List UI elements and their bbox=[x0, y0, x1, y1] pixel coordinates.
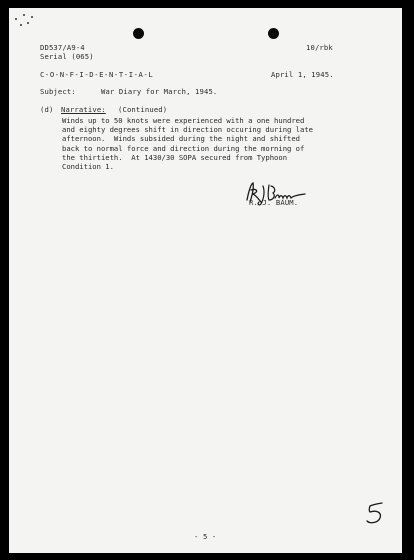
narrative-body bbox=[62, 116, 362, 171]
subject-label: Subject: bbox=[40, 87, 76, 96]
document-date: April 1, 1945. bbox=[271, 70, 334, 79]
classification-heading: C-O-N-F-I-D-E-N-T-I-A-L bbox=[40, 70, 154, 79]
page-number: - 5 - bbox=[194, 532, 217, 541]
subject-value: War Diary for March, 1945. bbox=[101, 87, 218, 96]
document-page bbox=[9, 8, 402, 553]
narrative-line: Condition 1. bbox=[62, 162, 114, 172]
speck bbox=[27, 22, 29, 24]
handwritten-page-mark bbox=[364, 500, 388, 526]
narrative-line: back to normal force and direction during the morning of bbox=[62, 143, 305, 153]
narrative-line: and eighty degrees shift in direction occuring during late bbox=[62, 125, 313, 135]
serial-number: Serial (065) bbox=[40, 52, 94, 61]
narrative-line: Winds up to 50 knots were experienced with a one hundred bbox=[62, 116, 305, 125]
section-label: (d) bbox=[40, 105, 54, 114]
speck bbox=[31, 16, 33, 18]
section-title: Narrative: bbox=[61, 105, 106, 114]
punch-hole-left bbox=[133, 28, 144, 39]
punch-hole-right bbox=[268, 28, 279, 39]
file-number: DD537/A9-4 bbox=[40, 43, 85, 52]
speck bbox=[23, 14, 25, 16]
speck bbox=[20, 24, 22, 26]
narrative-line: afternoon. Winds subsided during the night and shifted bbox=[62, 134, 300, 144]
narrative-line: the thirtieth. At 1430/30 SOPA secured from Typhoon bbox=[62, 152, 288, 162]
speck bbox=[15, 18, 17, 20]
signature-typed-name: R. J. BAUM. bbox=[249, 198, 299, 207]
typist-initials: 10/rbk bbox=[306, 43, 333, 52]
section-note: (Continued) bbox=[118, 105, 168, 114]
